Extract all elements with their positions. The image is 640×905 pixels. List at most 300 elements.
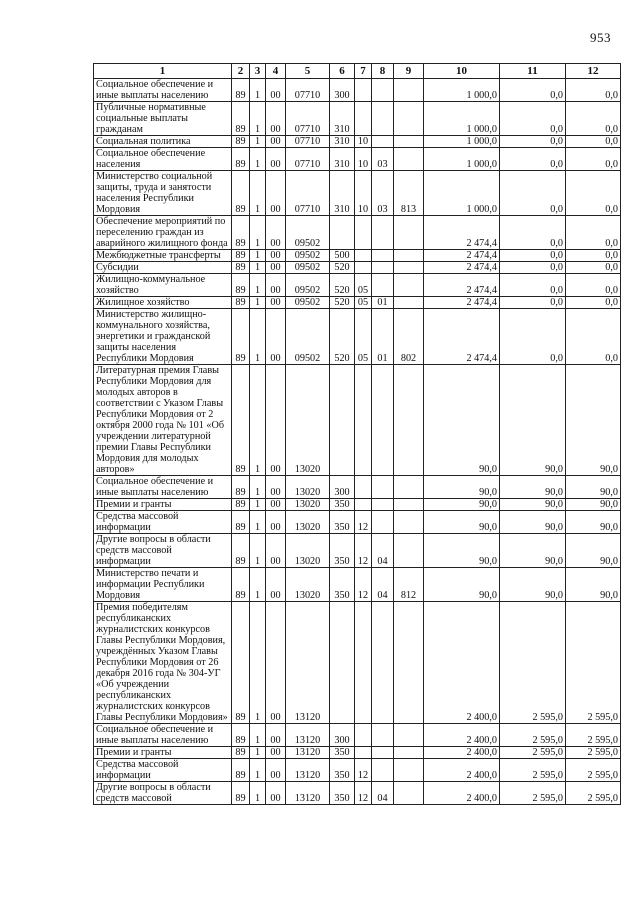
code-cell: 00 — [266, 568, 286, 602]
amount-cell: 2 400,0 — [424, 782, 500, 805]
header-cell: 3 — [250, 64, 266, 79]
code-cell: 300 — [330, 476, 355, 499]
row-name-cell: Социальная политика — [94, 136, 232, 148]
code-cell: 07710 — [286, 79, 330, 102]
code-cell: 1 — [250, 79, 266, 102]
code-cell: 89 — [232, 274, 250, 297]
row-name-cell: Социальное обеспечение и иные выплаты населению — [94, 724, 232, 747]
amount-cell: 90,0 — [500, 534, 566, 568]
code-cell — [372, 250, 394, 262]
code-cell: 13020 — [286, 476, 330, 499]
code-cell — [372, 102, 394, 136]
header-cell: 10 — [424, 64, 500, 79]
code-cell — [355, 476, 372, 499]
code-cell: 12 — [355, 568, 372, 602]
amount-cell: 2 400,0 — [424, 759, 500, 782]
amount-cell: 0,0 — [500, 297, 566, 309]
code-cell: 09502 — [286, 297, 330, 309]
header-cell: 6 — [330, 64, 355, 79]
table-row — [94, 534, 621, 568]
code-cell — [355, 602, 372, 724]
code-cell: 00 — [266, 309, 286, 365]
code-cell — [394, 759, 424, 782]
code-cell — [394, 250, 424, 262]
code-cell: 1 — [250, 724, 266, 747]
code-cell: 13020 — [286, 365, 330, 476]
code-cell — [372, 216, 394, 250]
code-cell: 04 — [372, 534, 394, 568]
table-row — [94, 602, 621, 724]
code-cell: 1 — [250, 782, 266, 805]
code-cell — [394, 148, 424, 171]
code-cell: 00 — [266, 499, 286, 511]
code-cell: 07710 — [286, 102, 330, 136]
code-cell: 350 — [330, 782, 355, 805]
code-cell: 04 — [372, 568, 394, 602]
row-name-cell: Средства массовой информации — [94, 759, 232, 782]
code-cell: 1 — [250, 216, 266, 250]
code-cell: 300 — [330, 724, 355, 747]
amount-cell: 1 000,0 — [424, 136, 500, 148]
code-cell: 1 — [250, 602, 266, 724]
row-name-cell: Межбюджетные трансферты — [94, 250, 232, 262]
code-cell: 89 — [232, 148, 250, 171]
amount-cell: 90,0 — [500, 568, 566, 602]
code-cell: 310 — [330, 148, 355, 171]
code-cell — [372, 476, 394, 499]
code-cell — [372, 262, 394, 274]
code-cell: 12 — [355, 782, 372, 805]
row-name-cell: Другие вопросы в области средств массовой — [94, 782, 232, 805]
row-name-cell: Субсидии — [94, 262, 232, 274]
table-row — [94, 171, 621, 216]
code-cell: 310 — [330, 136, 355, 148]
code-cell: 1 — [250, 136, 266, 148]
code-cell — [394, 511, 424, 534]
amount-cell: 0,0 — [500, 102, 566, 136]
amount-cell: 2 595,0 — [500, 602, 566, 724]
code-cell: 1 — [250, 262, 266, 274]
code-cell: 520 — [330, 297, 355, 309]
amount-cell: 2 400,0 — [424, 724, 500, 747]
code-cell — [394, 365, 424, 476]
amount-cell: 0,0 — [566, 262, 621, 274]
code-cell: 12 — [355, 511, 372, 534]
code-cell — [355, 365, 372, 476]
code-cell: 00 — [266, 297, 286, 309]
code-cell: 1 — [250, 534, 266, 568]
code-cell: 350 — [330, 747, 355, 759]
budget-table — [93, 63, 621, 805]
code-cell — [355, 216, 372, 250]
code-cell — [330, 602, 355, 724]
row-name-cell: Премии и гранты — [94, 747, 232, 759]
amount-cell: 90,0 — [566, 365, 621, 476]
code-cell: 13020 — [286, 534, 330, 568]
code-cell — [394, 79, 424, 102]
code-cell: 89 — [232, 724, 250, 747]
amount-cell: 90,0 — [566, 476, 621, 499]
code-cell: 350 — [330, 511, 355, 534]
code-cell — [372, 724, 394, 747]
amount-cell: 2 595,0 — [500, 747, 566, 759]
code-cell: 13020 — [286, 499, 330, 511]
code-cell — [372, 759, 394, 782]
code-cell: 00 — [266, 534, 286, 568]
code-cell — [394, 724, 424, 747]
code-cell: 00 — [266, 102, 286, 136]
code-cell: 00 — [266, 216, 286, 250]
code-cell: 89 — [232, 79, 250, 102]
code-cell — [394, 274, 424, 297]
amount-cell: 0,0 — [500, 309, 566, 365]
code-cell: 1 — [250, 476, 266, 499]
amount-cell: 2 474,4 — [424, 262, 500, 274]
code-cell: 89 — [232, 511, 250, 534]
code-cell: 00 — [266, 171, 286, 216]
amount-cell: 90,0 — [566, 568, 621, 602]
amount-cell: 2 400,0 — [424, 747, 500, 759]
code-cell — [355, 499, 372, 511]
code-cell: 13120 — [286, 747, 330, 759]
code-cell: 13120 — [286, 759, 330, 782]
code-cell: 89 — [232, 602, 250, 724]
amount-cell: 0,0 — [566, 102, 621, 136]
code-cell — [394, 747, 424, 759]
header-cell: 1 — [94, 64, 232, 79]
code-cell: 13120 — [286, 782, 330, 805]
code-cell: 89 — [232, 476, 250, 499]
code-cell: 350 — [330, 499, 355, 511]
code-cell: 09502 — [286, 250, 330, 262]
code-cell: 00 — [266, 136, 286, 148]
row-name-cell: Жилищно-коммунальное хозяйство — [94, 274, 232, 297]
code-cell: 89 — [232, 759, 250, 782]
amount-cell: 2 595,0 — [566, 602, 621, 724]
code-cell: 05 — [355, 309, 372, 365]
table-row — [94, 759, 621, 782]
code-cell: 00 — [266, 250, 286, 262]
code-cell — [394, 216, 424, 250]
amount-cell: 2 595,0 — [566, 782, 621, 805]
code-cell: 310 — [330, 171, 355, 216]
code-cell — [394, 262, 424, 274]
code-cell: 00 — [266, 148, 286, 171]
code-cell — [372, 79, 394, 102]
code-cell: 09502 — [286, 274, 330, 297]
code-cell — [372, 274, 394, 297]
amount-cell: 90,0 — [500, 365, 566, 476]
code-cell — [372, 602, 394, 724]
amount-cell: 90,0 — [500, 499, 566, 511]
code-cell — [394, 782, 424, 805]
row-name-cell: Социальное обеспечение и иные выплаты населению — [94, 476, 232, 499]
code-cell: 00 — [266, 782, 286, 805]
code-cell: 05 — [355, 274, 372, 297]
table-row — [94, 724, 621, 747]
table-row — [94, 136, 621, 148]
amount-cell: 0,0 — [500, 262, 566, 274]
code-cell — [355, 102, 372, 136]
code-cell — [372, 136, 394, 148]
code-cell: 09502 — [286, 309, 330, 365]
row-name-cell: Литературная премия Главы Республики Мордовия для молодых авторов в соответствии с Указом Главы Республики Мордовия от 2 октября 2000 года № 101 «Об учреждении литературной премии Главы Республики Мордовия для молодых авторов» — [94, 365, 232, 476]
code-cell: 1 — [250, 171, 266, 216]
code-cell: 09502 — [286, 262, 330, 274]
row-name-cell: Премия победителям республиканских журналистских конкурсов Главы Республики Мордовия, учреждённых Указом Главы Республики Мордовия от 26 декабря 2016 года № 304-УГ «Об учреждении республиканских журналистских конкурсов Главы Республики Мордовия» — [94, 602, 232, 724]
code-cell — [394, 602, 424, 724]
code-cell: 1 — [250, 250, 266, 262]
amount-cell: 0,0 — [566, 309, 621, 365]
amount-cell: 0,0 — [500, 136, 566, 148]
table-row — [94, 499, 621, 511]
code-cell: 04 — [372, 782, 394, 805]
code-cell: 00 — [266, 274, 286, 297]
code-cell: 05 — [355, 297, 372, 309]
code-cell: 03 — [372, 148, 394, 171]
row-name-cell: Министерство социальной защиты, труда и занятости населения Республики Мордовия — [94, 171, 232, 216]
code-cell — [355, 747, 372, 759]
code-cell — [394, 499, 424, 511]
code-cell: 00 — [266, 747, 286, 759]
code-cell: 520 — [330, 274, 355, 297]
table-row — [94, 79, 621, 102]
amount-cell: 2 474,4 — [424, 250, 500, 262]
code-cell: 89 — [232, 250, 250, 262]
amount-cell: 2 474,4 — [424, 297, 500, 309]
table-row — [94, 476, 621, 499]
amount-cell: 90,0 — [424, 476, 500, 499]
amount-cell: 0,0 — [566, 148, 621, 171]
amount-cell: 0,0 — [500, 79, 566, 102]
amount-cell: 90,0 — [424, 511, 500, 534]
amount-cell: 1 000,0 — [424, 102, 500, 136]
row-name-cell: Публичные нормативные социальные выплаты гражданам — [94, 102, 232, 136]
table-row — [94, 297, 621, 309]
code-cell: 1 — [250, 511, 266, 534]
code-cell: 03 — [372, 171, 394, 216]
table-row — [94, 511, 621, 534]
code-cell: 1 — [250, 747, 266, 759]
code-cell: 1 — [250, 102, 266, 136]
table-row — [94, 216, 621, 250]
code-cell: 1 — [250, 499, 266, 511]
amount-cell: 90,0 — [500, 511, 566, 534]
table-row — [94, 102, 621, 136]
code-cell: 12 — [355, 534, 372, 568]
code-cell: 10 — [355, 148, 372, 171]
code-cell: 89 — [232, 216, 250, 250]
code-cell — [355, 262, 372, 274]
code-cell: 10 — [355, 136, 372, 148]
amount-cell: 2 595,0 — [566, 724, 621, 747]
row-name-cell: Министерство печати и информации Республики Мордовия — [94, 568, 232, 602]
code-cell: 07710 — [286, 171, 330, 216]
amount-cell: 0,0 — [566, 297, 621, 309]
amount-cell: 0,0 — [500, 171, 566, 216]
code-cell — [355, 250, 372, 262]
amount-cell: 0,0 — [500, 148, 566, 171]
code-cell: 802 — [394, 309, 424, 365]
code-cell: 07710 — [286, 136, 330, 148]
code-cell: 1 — [250, 297, 266, 309]
code-cell: 00 — [266, 724, 286, 747]
amount-cell: 90,0 — [424, 499, 500, 511]
table-row — [94, 782, 621, 805]
table-row — [94, 250, 621, 262]
amount-cell: 1 000,0 — [424, 148, 500, 171]
code-cell — [394, 102, 424, 136]
code-cell — [372, 365, 394, 476]
code-cell: 89 — [232, 102, 250, 136]
amount-cell: 90,0 — [424, 568, 500, 602]
code-cell — [330, 216, 355, 250]
code-cell: 1 — [250, 274, 266, 297]
code-cell: 00 — [266, 365, 286, 476]
header-cell: 5 — [286, 64, 330, 79]
code-cell: 520 — [330, 309, 355, 365]
code-cell: 13020 — [286, 511, 330, 534]
amount-cell: 2 595,0 — [566, 747, 621, 759]
code-cell: 89 — [232, 136, 250, 148]
code-cell — [394, 136, 424, 148]
code-cell: 350 — [330, 534, 355, 568]
code-cell — [355, 79, 372, 102]
amount-cell: 0,0 — [566, 250, 621, 262]
code-cell: 89 — [232, 262, 250, 274]
amount-cell: 2 474,4 — [424, 274, 500, 297]
code-cell: 813 — [394, 171, 424, 216]
amount-cell: 90,0 — [500, 476, 566, 499]
code-cell: 89 — [232, 499, 250, 511]
code-cell: 10 — [355, 171, 372, 216]
amount-cell: 0,0 — [500, 250, 566, 262]
code-cell: 13020 — [286, 568, 330, 602]
code-cell: 300 — [330, 79, 355, 102]
header-cell: 11 — [500, 64, 566, 79]
table-row — [94, 365, 621, 476]
code-cell: 00 — [266, 79, 286, 102]
row-name-cell: Другие вопросы в области средств массовой информации — [94, 534, 232, 568]
header-cell: 7 — [355, 64, 372, 79]
amount-cell: 0,0 — [500, 274, 566, 297]
code-cell: 07710 — [286, 148, 330, 171]
amount-cell: 0,0 — [566, 171, 621, 216]
amount-cell: 2 474,4 — [424, 309, 500, 365]
amount-cell: 2 595,0 — [566, 759, 621, 782]
header-cell: 12 — [566, 64, 621, 79]
table-row — [94, 262, 621, 274]
code-cell: 310 — [330, 102, 355, 136]
code-cell: 13120 — [286, 602, 330, 724]
amount-cell: 2 474,4 — [424, 216, 500, 250]
code-cell: 01 — [372, 309, 394, 365]
amount-cell: 0,0 — [566, 274, 621, 297]
code-cell: 1 — [250, 568, 266, 602]
code-cell: 12 — [355, 759, 372, 782]
table-row — [94, 568, 621, 602]
table-row — [94, 148, 621, 171]
code-cell: 09502 — [286, 216, 330, 250]
code-cell: 00 — [266, 511, 286, 534]
row-name-cell: Премии и гранты — [94, 499, 232, 511]
code-cell: 89 — [232, 534, 250, 568]
code-cell: 00 — [266, 759, 286, 782]
code-cell: 350 — [330, 568, 355, 602]
table-row — [94, 309, 621, 365]
code-cell: 89 — [232, 171, 250, 216]
row-name-cell: Средства массовой информации — [94, 511, 232, 534]
amount-cell: 90,0 — [424, 534, 500, 568]
row-name-cell: Обеспечение мероприятий по переселению граждан из аварийного жилищного фонда — [94, 216, 232, 250]
page-number: 953 — [590, 30, 611, 45]
code-cell — [372, 747, 394, 759]
code-cell: 00 — [266, 602, 286, 724]
amount-cell: 90,0 — [566, 534, 621, 568]
amount-cell: 1 000,0 — [424, 79, 500, 102]
amount-cell: 2 400,0 — [424, 602, 500, 724]
code-cell — [394, 476, 424, 499]
code-cell: 1 — [250, 365, 266, 476]
code-cell: 350 — [330, 759, 355, 782]
code-cell: 1 — [250, 309, 266, 365]
code-cell: 1 — [250, 759, 266, 782]
code-cell: 812 — [394, 568, 424, 602]
code-cell: 89 — [232, 568, 250, 602]
header-cell: 8 — [372, 64, 394, 79]
row-name-cell: Социальное обеспечение и иные выплаты населению — [94, 79, 232, 102]
amount-cell: 0,0 — [566, 216, 621, 250]
amount-cell: 90,0 — [566, 511, 621, 534]
code-cell: 89 — [232, 309, 250, 365]
amount-cell: 2 595,0 — [500, 782, 566, 805]
code-cell: 01 — [372, 297, 394, 309]
code-cell: 00 — [266, 476, 286, 499]
header-cell: 9 — [394, 64, 424, 79]
code-cell — [330, 365, 355, 476]
amount-cell: 90,0 — [424, 365, 500, 476]
code-cell — [355, 724, 372, 747]
row-name-cell: Министерство жилищно-коммунального хозяйства, энергетики и гражданской защиты населения Республики Мордовия — [94, 309, 232, 365]
code-cell — [394, 297, 424, 309]
code-cell: 00 — [266, 262, 286, 274]
amount-cell: 90,0 — [566, 499, 621, 511]
table-row — [94, 747, 621, 759]
table-row — [94, 274, 621, 297]
amount-cell: 0,0 — [566, 79, 621, 102]
amount-cell: 2 595,0 — [500, 759, 566, 782]
code-cell: 520 — [330, 262, 355, 274]
code-cell: 1 — [250, 148, 266, 171]
code-cell: 89 — [232, 747, 250, 759]
code-cell: 500 — [330, 250, 355, 262]
table-header-row — [94, 64, 621, 79]
amount-cell: 1 000,0 — [424, 171, 500, 216]
header-cell: 4 — [266, 64, 286, 79]
code-cell: 89 — [232, 365, 250, 476]
code-cell — [372, 511, 394, 534]
code-cell: 13120 — [286, 724, 330, 747]
amount-cell: 2 595,0 — [500, 724, 566, 747]
row-name-cell: Жилищное хозяйство — [94, 297, 232, 309]
code-cell: 89 — [232, 782, 250, 805]
amount-cell: 0,0 — [566, 136, 621, 148]
amount-cell: 0,0 — [500, 216, 566, 250]
code-cell — [372, 499, 394, 511]
code-cell — [394, 534, 424, 568]
row-name-cell: Социальное обеспечение населения — [94, 148, 232, 171]
header-cell: 2 — [232, 64, 250, 79]
